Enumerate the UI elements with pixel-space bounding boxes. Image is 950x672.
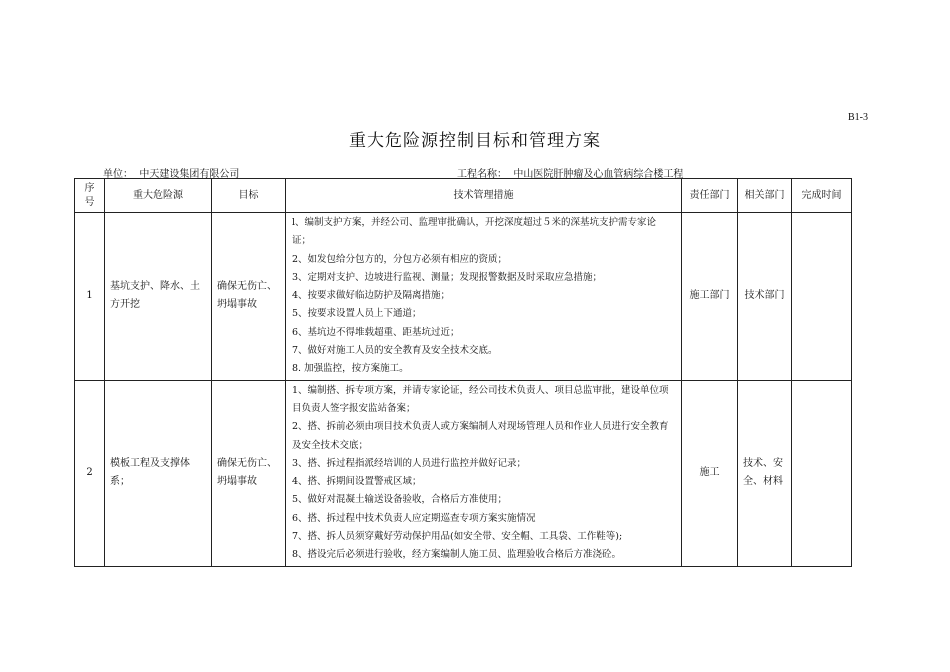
header-target: 目标	[212, 179, 286, 213]
cell-target: 确保无伤亡、坍塌事故	[212, 380, 286, 566]
header-hazard: 重大危险源	[105, 179, 212, 213]
cell-index: 2	[75, 380, 105, 566]
project-value: 中山医院肝肿瘤及心血管病综合楼工程	[513, 169, 684, 180]
cell-completion	[792, 380, 852, 566]
cell-hazard: 基坑支护、降水、土方开挖	[105, 213, 212, 381]
table-row	[75, 213, 852, 381]
measure-item: 8、搭设完后必须进行验收，经方案编制人施工员、监理验收合格后方准浇砼。	[292, 549, 622, 561]
measure-item: 5、按要求设置人员上下通道；	[292, 308, 422, 320]
unit-label: 单位：	[103, 169, 133, 180]
header-measures: 技术管理措施	[286, 179, 682, 213]
measure-item: 3、定期对支护、边坡进行监视、测量；发现报警数据及时采取应急措施；	[292, 271, 603, 283]
measure-item: 1、编制搭、拆专项方案，并请专家论证，经公司技术负责人、项目总监审批，建设单位项目负责人签字报安监站备案；	[292, 384, 669, 414]
cell-measures	[286, 380, 682, 566]
measure-item: 2、如发包给分包方的，分包方必须有相应的资质；	[292, 253, 508, 265]
project-label: 工程名称：	[457, 169, 507, 180]
measure-item: 5、做好对混凝土输送设备验收，合格后方准使用；	[292, 494, 508, 506]
document-title: 重大危险源控制目标和管理方案	[349, 131, 601, 151]
unit-value: 中天建设集团有限公司	[139, 169, 240, 180]
measure-item: 3、搭、拆过程指派经培训的人员进行监控并做好记录；	[292, 457, 527, 469]
cell-measures	[286, 213, 682, 381]
header-completion: 完成时间	[792, 179, 852, 213]
cell-related: 技术部门	[738, 213, 792, 381]
cell-target: 确保无伤亡、坍塌事故	[212, 213, 286, 381]
measure-item: l、编制支护方案，并经公司、监理审批确认，开挖深度超过５米的深基坑支护需专家论证；	[292, 217, 657, 247]
measure-item: 7、搭、拆人员须穿戴好劳动保护用品(如安全带、安全帽、工具袋、工作鞋等);	[292, 531, 623, 543]
cell-hazard: 模板工程及支撑体系；	[105, 380, 212, 566]
cell-completion	[792, 213, 852, 381]
measure-item: 6、搭、拆过程中技术负责人应定期巡查专项方案实施情况	[292, 512, 536, 524]
cell-responsible: 施工部门	[682, 213, 738, 381]
header-row	[75, 179, 852, 213]
measure-item: 2、搭、拆前必须由项目技术负责人或方案编制人对现场管理人员和作业人员进行安全教育及安全技术交底；	[292, 421, 669, 451]
hazard-table	[74, 178, 852, 567]
cell-index: 1	[75, 213, 105, 381]
measure-item: 4、搭、拆期间设置警戒区域；	[292, 476, 422, 488]
measure-item: 6、基坑边不得堆载超重、距基坑过近；	[292, 326, 460, 338]
header-related: 相关部门	[738, 179, 792, 213]
header-responsible: 责任部门	[682, 179, 738, 213]
document-code: B1-3	[848, 112, 868, 123]
measure-item: 8. 加强监控，按方案施工。	[292, 363, 409, 375]
header-index: 序号	[75, 179, 105, 213]
cell-responsible: 施工	[682, 380, 738, 566]
table-row	[75, 380, 852, 566]
cell-related: 技术、安全、材料	[738, 380, 792, 566]
measure-item: 4、按要求做好临边防护及隔离措施；	[292, 290, 451, 302]
measure-item: 7、做好对施工人员的安全教育及安全技术交底。	[292, 345, 498, 357]
